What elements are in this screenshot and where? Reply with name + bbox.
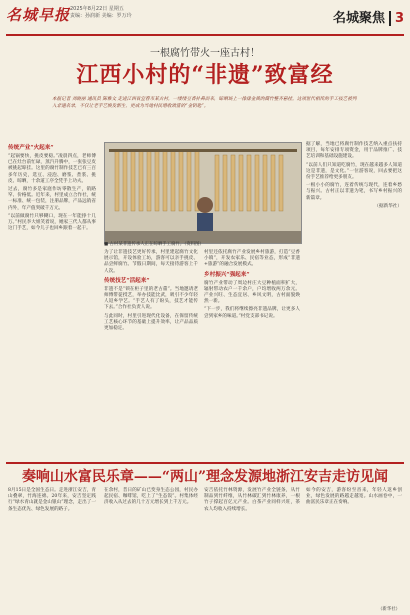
story1-column-3 (204, 250, 300, 456)
story1-intro: 本报记者 刘晓丽 通讯员 陈雅文 走进江西省宜春市某古村，一缕缕豆香扑鼻而来，晾晒场上一排排金黄的腐竹整齐悬挂。这项世代相传的手工技艺被列入非遗名录，不仅让老手艺焕发新生，更成为当地村民增收致富的“金钥匙”。 (52, 97, 357, 109)
paragraph: 据了解，当地已将腐竹制作技艺纳入重点扶持项目，每年安排专项资金，用于品牌推广、技艺培训和基础设施建设。 (306, 142, 402, 160)
story2-column-2: 在余村，昔日的矿山已变身生态公园，村民办起民宿、咖啡馆，吃上了“生态饭”。村集体经济收入从过去的几十万元增长到上千万元。 (104, 488, 198, 506)
story2-headline: 奏响山水富民乐章——“两山”理念发源地浙江安吉走访见闻 (21, 469, 389, 485)
paragraph: 为了让非遗技艺更好传承，村里建起腐竹文化展示馆，开设体验工坊，游客可以亲手挑皮、品尝鲜腐竹。节假日期间，每天接待游客上千人次。 (104, 250, 198, 274)
story1-headline: 江西小村的“非遗”致富经 (76, 62, 334, 88)
story1-photo (104, 142, 302, 244)
paragraph: “下一步，我们将继续擦亮非遗品牌，让更多人尝到家乡的味道。”村党支部书记说。 (204, 307, 300, 319)
story2-column-3: 安吉依托竹林资源，发展竹产业全链条，从竹制品到竹纤维，从竹林碳汇到竹林康养，一根竹子撑起百亿元产业。白茶产业同样兴旺，茶农人均收入持续增长。 (204, 488, 300, 512)
drying-racks-photo (105, 143, 301, 243)
story2-column-4: 如今的安吉，游客纷至沓来，年轻人返乡创业，绿色发展的路越走越宽。山水画卷中，一曲富民乐章正在奏响。 (306, 488, 402, 506)
masthead-meta (70, 6, 132, 20)
masthead (6, 4, 404, 36)
source-credit: （据新华社） (374, 203, 402, 209)
editor: 责编：孙润新 (70, 13, 101, 19)
section-header (333, 7, 404, 26)
paragraph: 非遗不是“锁在柜子里的老古董”。当地邀请老师傅带徒授艺，举办技能比武，吸引不少年轻人返乡学艺。“手艺人有了盼头，技艺才能传下去。”合作社负责人说。 (104, 286, 198, 311)
story2-byline: （新华社） (378, 607, 400, 612)
story1-column-1 (8, 142, 96, 456)
story1-photo-caption: ■ 古村某非遗传承人正在晾晒手工腐竹。（资料图） (104, 242, 204, 247)
designer: 美编：罗万玲 (101, 13, 132, 19)
paragraph: “以前做腐竹只够糊口，现在一年能挣十几万。”村民李大姐笑着说，她家三代人都从事这门手艺，如今儿子也回乡跟着一起干。 (8, 213, 96, 232)
paragraph: 与此同时，村里引进现代化设备，在保留传统工艺核心环节的基础上提升效率，让产品品质更加稳定。 (104, 313, 198, 332)
section-divider (6, 462, 404, 464)
story1-column-2 (104, 250, 198, 456)
paragraph: 一根小小的腐竹，连着传统与现代，连着乡愁与振兴。古村正以非遗为笔，书写乡村振兴的新篇章。 (306, 183, 402, 201)
paragraph: 村里还依托腐竹产业发展乡村旅游，打造“豆香小镇”，开发农家乐、民宿等业态，形成“非遗+旅游”的融合发展模式。 (204, 250, 300, 268)
section-name: 名城聚焦 (332, 11, 385, 26)
subheading: 传统技艺“活起来” (104, 277, 150, 284)
story1-column-4 (306, 142, 402, 456)
paragraph: “以前人们只知道吃腐竹，现在越来越多人知道这是非遗，是文化。”一位游客说，回去要把这份手艺推荐给更多朋友。 (306, 162, 402, 181)
subheading: 传统产业“火起来” (8, 145, 54, 151)
issue-date: 2025年8月22日 星期五 (70, 6, 124, 12)
subheading: 乡村振兴“强起来” (204, 271, 250, 278)
story2-column-1: 8月15日是全国生态日。走进浙江安吉，青山叠翠，竹海连绵。20年来，安吉坚定践行“绿水青山就是金山银山”理念，走出了一条生态优先、绿色发展的路子。 (8, 488, 96, 512)
newspaper-logo: 名城早报 (6, 6, 71, 24)
paragraph: 腐竹产业带动了周边村庄大豆种植面积扩大，辐射带动农户一千余户，户均增收两万余元。产业兴旺、生态宜居、乡风文明，古村面貌焕然一新。 (204, 280, 300, 305)
page-number: 3 (389, 11, 404, 26)
paragraph: 过去，腐竹多是家庭作坊零散生产，销路窄、价格低。近年来，村里成立合作社，统一标准、统一包装，注册品牌，产品远销省内外，年产值突破千万元。 (8, 187, 96, 211)
story1-kicker: 一根腐竹带火一座古村！ (150, 48, 260, 59)
paragraph: “起锅要快，挑皮要稳。”凌晨四点，老师傅已在灶台前忙碌，蒸汽升腾中，一张张豆皮被挑起晾挂。这里的腐竹制作技艺已有三百多年历史，选豆、浸泡、磨浆、煮浆、挑皮、晾晒，十余道工序全凭手上功夫。 (8, 154, 96, 184)
